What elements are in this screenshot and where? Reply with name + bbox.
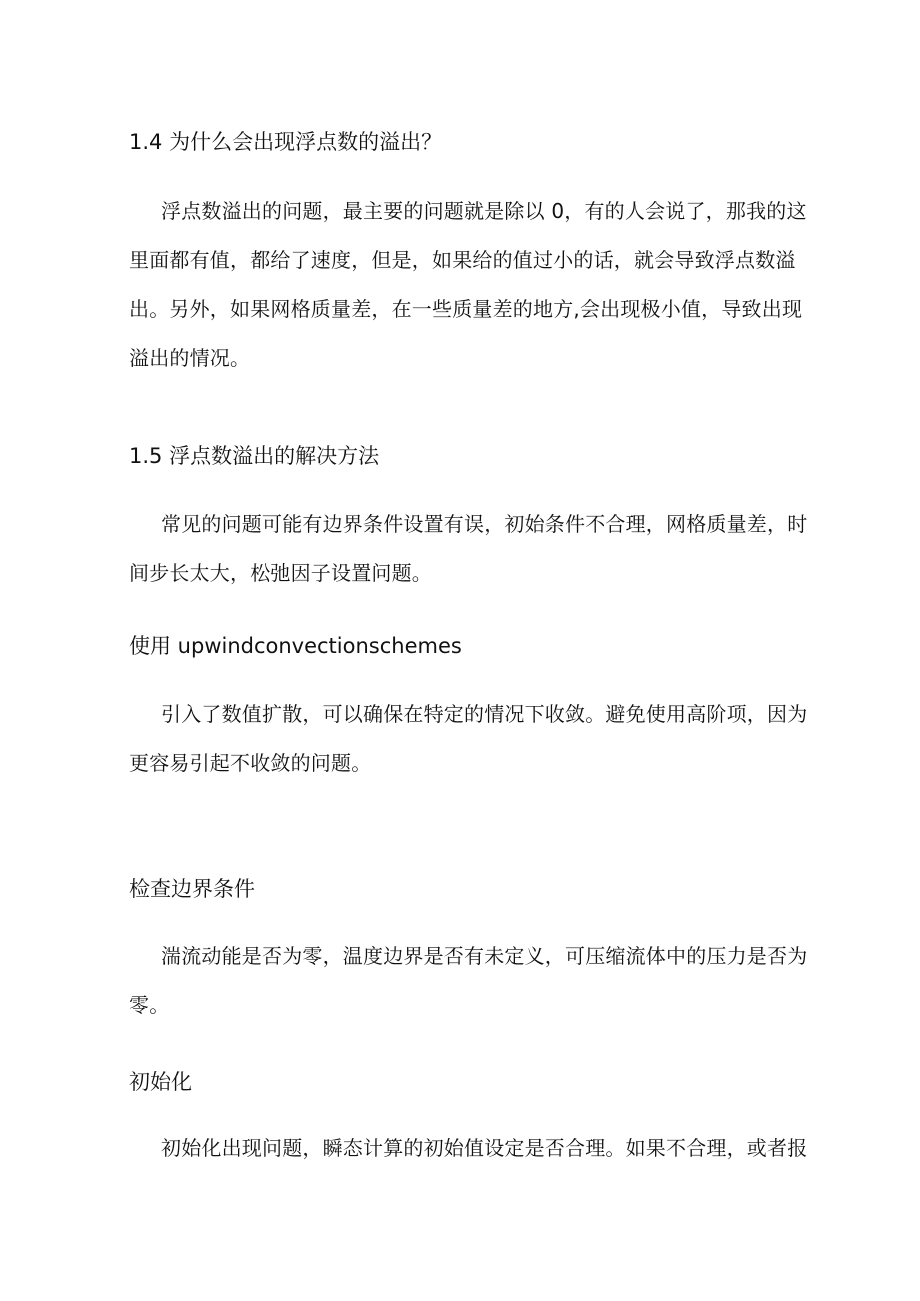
paragraph-line: 零。 [129, 993, 170, 1017]
paragraph-line: 更容易引起不收敛的问题。 [129, 751, 372, 775]
paragraph-line: 间步长太大，松弛因子设置问题。 [129, 561, 432, 585]
paragraph-line: 引入了数值扩散，可以确保在特定的情况下收敛。避免使用高阶项，因为 [161, 702, 808, 726]
section-heading-1-5: 1.5 浮点数溢出的解决方法 [129, 444, 380, 468]
section-paragraph-boundary [129, 932, 808, 1030]
section-heading-boundary: 检查边界条件 [129, 877, 255, 901]
paragraph-line: 常见的问题可能有边界条件设置有误，初始条件不合理，网格质量差，时 [161, 512, 808, 536]
section-paragraph-1-4 [129, 187, 807, 383]
section-paragraph-init [129, 1124, 808, 1173]
section-paragraph-1-5 [129, 500, 808, 598]
paragraph-line: 里面都有值，都给了速度，但是，如果给的值过小的话，就会导致浮点数溢 [129, 248, 796, 272]
section-heading-1-4: 1.4 为什么会出现浮点数的溢出？ [129, 130, 443, 154]
paragraph-line: 出。另外，如果网格质量差，在一些质量差的地方,会出现极小值，导致出现 [129, 297, 803, 321]
section-heading-upwind: 使用 upwindconvectionschemes [129, 634, 462, 658]
section-heading-init: 初始化 [129, 1070, 192, 1094]
paragraph-line: 初始化出现问题，瞬态计算的初始值设定是否合理。如果不合理，或者报 [161, 1136, 808, 1160]
paragraph-line: 浮点数溢出的问题，最主要的问题就是除以 0，有的人会说了，那我的这 [161, 199, 807, 223]
section-paragraph-upwind [129, 690, 808, 788]
paragraph-line: 溢出的情况。 [129, 346, 251, 370]
paragraph-line: 湍流动能是否为零，温度边界是否有未定义，可压缩流体中的压力是否为 [161, 944, 808, 968]
